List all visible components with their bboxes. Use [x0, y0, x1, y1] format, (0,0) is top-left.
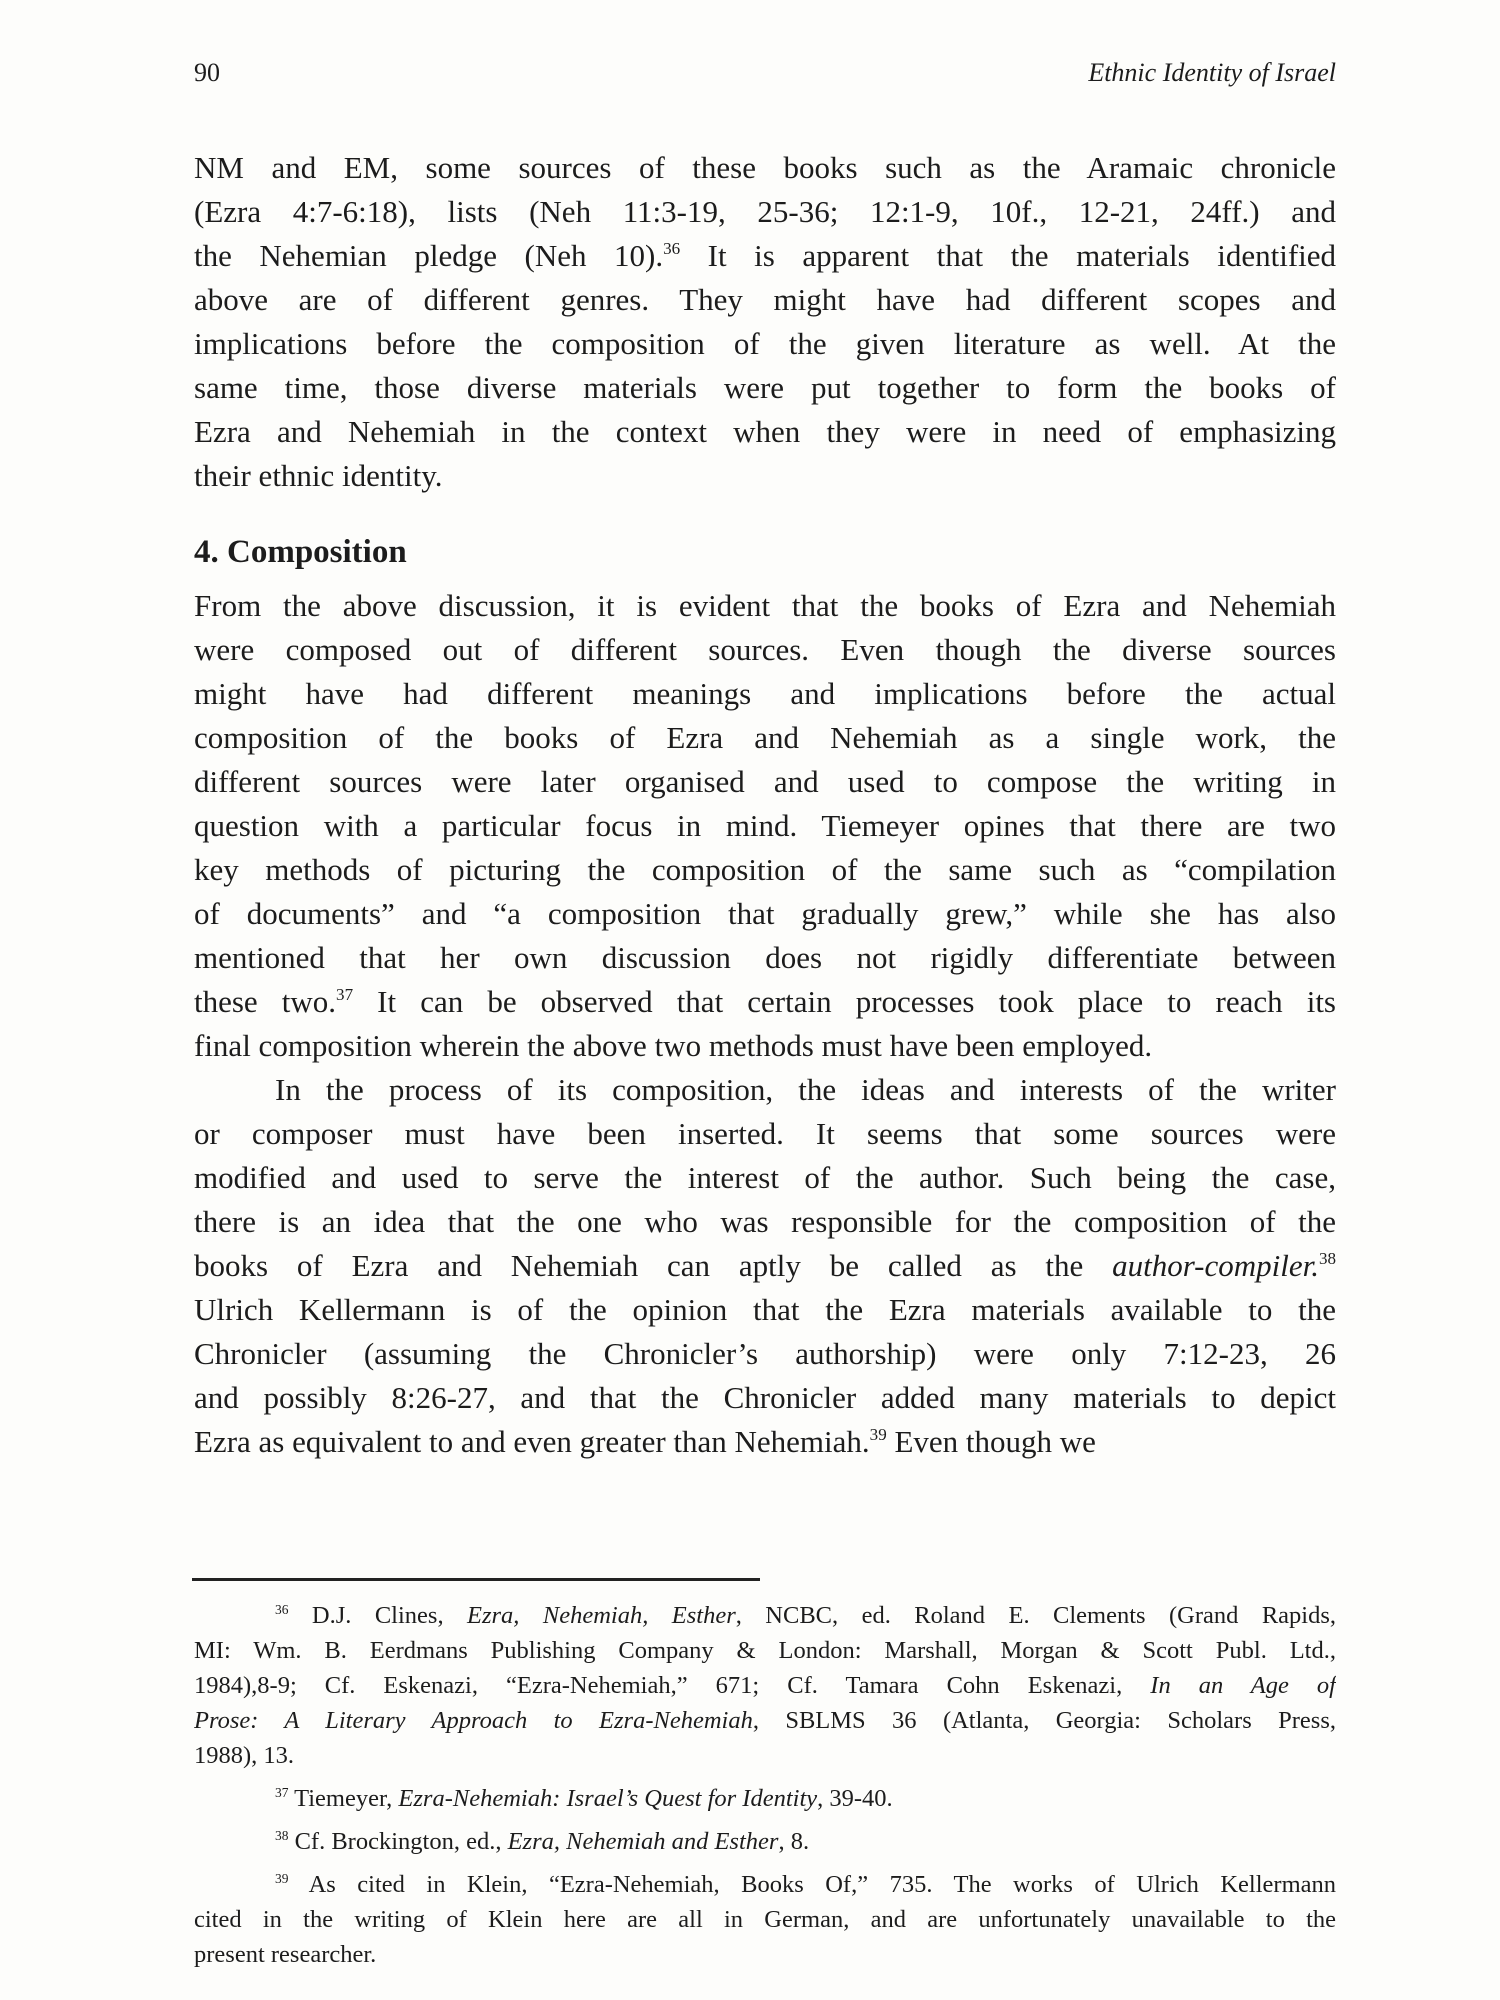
text-line: [194, 190, 1336, 234]
text-line: [194, 804, 1336, 848]
text-line: [194, 936, 1336, 980]
text-line: [194, 1902, 1336, 1937]
italic-text: author-compiler.: [1112, 1248, 1319, 1283]
footnote: [194, 1824, 1336, 1859]
text-run: MI: Wm. B. Eerdmans Publishing Company & London: Marshall, Morgan & Scott Publ. Ltd.,: [194, 1637, 1336, 1664]
footnote-separator: [192, 1578, 760, 1581]
footnote: [194, 1598, 1336, 1773]
text-run: present researcher.: [194, 1941, 377, 1968]
text-run: Ezra and Nehemiah in the context when they were in need of emphasizing: [194, 414, 1336, 449]
text-run: , 39-40.: [817, 1785, 893, 1812]
text-run: mentioned that her own discussion does not rigidly differentiate between: [194, 940, 1336, 975]
text-line: [194, 1668, 1336, 1703]
text-run: As cited in Klein, “Ezra-Nehemiah, Books Of,” 735. The works of Ulrich Kellermann: [288, 1871, 1336, 1898]
running-head: Ethnic Identity of Israel: [1088, 58, 1336, 87]
text-run: 1984),8-9; Cf. Eskenazi, “Ezra-Nehemiah,” 671; Cf. Tamara Cohn Eskenazi,: [194, 1672, 1151, 1699]
text-run: or composer must have been inserted. It seems that some sources were: [194, 1116, 1336, 1151]
text-run: these two.: [194, 984, 337, 1019]
text-line: [194, 1332, 1336, 1376]
text-line: [194, 410, 1336, 454]
text-run: cited in the writing of Klein here are all in German, and are unfortunately unavailable to the: [194, 1906, 1336, 1933]
footnote-ref: 39: [869, 1425, 887, 1445]
section-heading: 4. Composition: [194, 534, 407, 570]
text-run: books of Ezra and Nehemiah can aptly be called as the: [194, 1248, 1113, 1283]
italic-text: Ezra, Nehemiah, Esther: [467, 1602, 736, 1629]
text-run: Ulrich Kellermann is of the opinion that the Ezra materials available to the: [194, 1292, 1336, 1327]
text-run: the Nehemian pledge (Neh 10).: [194, 238, 664, 273]
text-line: [194, 1738, 1336, 1773]
text-line: [194, 1937, 1336, 1972]
text-run: It is apparent that the materials identified: [680, 238, 1336, 273]
text-run: there is an idea that the one who was responsible for the composition of the: [194, 1204, 1336, 1239]
text-line: [194, 1112, 1336, 1156]
text-run: final composition wherein the above two methods must have been employed.: [194, 1028, 1153, 1063]
text-run: their ethnic identity.: [194, 458, 443, 493]
text-line: [194, 1633, 1336, 1668]
text-line: [194, 760, 1336, 804]
footnote-ref: 36: [663, 239, 681, 259]
text-line: [194, 1703, 1336, 1738]
text-run: modified and used to serve the interest of the author. Such being the case,: [194, 1160, 1336, 1195]
text-run: NM and EM, some sources of these books such as the Aramaic chronicle: [194, 150, 1336, 185]
text-line: [194, 1867, 1336, 1902]
text-run: Chronicler (assuming the Chronicler’s authorship) were only 7:12-23, 26: [194, 1336, 1336, 1371]
text-run: implications before the composition of the given literature as well. At the: [194, 326, 1336, 361]
text-line: [194, 146, 1336, 190]
text-run: Even though we: [886, 1424, 1096, 1459]
text-run: above are of different genres. They might have had different scopes and: [194, 282, 1336, 317]
text-line: [194, 848, 1336, 892]
text-run: same time, those diverse materials were put together to form the books of: [194, 370, 1336, 405]
text-line: [194, 1598, 1336, 1633]
text-line: [194, 234, 1336, 278]
paragraph: [194, 584, 1336, 1068]
text-line: [194, 454, 1336, 498]
italic-text: Prose: A Literary Approach to Ezra-Nehemiah: [194, 1707, 753, 1734]
text-run: of documents” and “a composition that gradually grew,” while she has also: [194, 896, 1336, 931]
text-line: [194, 1288, 1336, 1332]
footnote-ref: 37: [275, 1784, 289, 1800]
footnote-ref: 38: [1318, 1249, 1336, 1269]
footnote-ref: 38: [275, 1827, 289, 1843]
footnote-ref: 37: [336, 985, 354, 1005]
text-line: [194, 1420, 1336, 1464]
text-run: might have had different meanings and implications before the actual: [194, 676, 1336, 711]
text-line: [194, 980, 1336, 1024]
text-line: [194, 1376, 1336, 1420]
text-run: different sources were later organised and used to compose the writing in: [194, 764, 1336, 799]
text-line: [194, 322, 1336, 366]
text-line: [194, 1781, 1336, 1816]
text-line: [194, 1824, 1336, 1859]
text-line: [194, 628, 1336, 672]
text-run: , 8.: [778, 1828, 810, 1855]
text-run: From the above discussion, it is evident that the books of Ezra and Nehemiah: [194, 588, 1336, 623]
text-run: Cf. Brockington, ed.,: [288, 1828, 508, 1855]
footnote: [194, 1867, 1336, 1972]
page-number: 90: [194, 58, 220, 87]
text-run: composition of the books of Ezra and Nehemiah as a single work, the: [194, 720, 1336, 755]
text-line: [194, 672, 1336, 716]
paragraph: [194, 146, 1336, 498]
text-line: [194, 1024, 1336, 1068]
text-line: [194, 716, 1336, 760]
footnote: [194, 1781, 1336, 1816]
text-run: question with a particular focus in mind. Tiemeyer opines that there are two: [194, 808, 1336, 843]
footnote-ref: 39: [275, 1870, 289, 1886]
text-run: were composed out of different sources. Even though the diverse sources: [194, 632, 1336, 667]
text-run: , SBLMS 36 (Atlanta, Georgia: Scholars Press,: [752, 1707, 1336, 1734]
text-line: [194, 366, 1336, 410]
text-run: key methods of picturing the composition of the same such as “compilation: [194, 852, 1336, 887]
text-run: It can be observed that certain processes took place to reach its: [353, 984, 1336, 1019]
text-line: [194, 278, 1336, 322]
text-run: and possibly 8:26-27, and that the Chronicler added many materials to depict: [194, 1380, 1336, 1415]
text-run: In the process of its composition, the ideas and interests of the writer: [275, 1072, 1336, 1107]
italic-text: In an Age of: [1150, 1672, 1336, 1699]
text-line: [194, 892, 1336, 936]
text-run: 1988), 13.: [194, 1742, 295, 1769]
text-line: [194, 1244, 1336, 1288]
text-line: [194, 1200, 1336, 1244]
italic-text: Ezra-Nehemiah: Israel’s Quest for Identity: [398, 1785, 818, 1812]
text-line: [194, 1068, 1336, 1112]
text-line: [194, 584, 1336, 628]
text-run: Ezra as equivalent to and even greater than Nehemiah.: [194, 1424, 870, 1459]
paragraph: [194, 1068, 1336, 1464]
footnotes: [194, 1598, 1336, 1980]
italic-text: Ezra, Nehemiah and Esther: [507, 1828, 779, 1855]
footnote-ref: 36: [275, 1601, 289, 1617]
text-line: [194, 1156, 1336, 1200]
text-run: (Ezra 4:7-6:18), lists (Neh 11:3-19, 25-36; 12:1-9, 10f., 12-21, 24ff.) and: [194, 194, 1336, 229]
text-run: Tiemeyer,: [288, 1785, 399, 1812]
text-run: D.J. Clines,: [288, 1602, 468, 1629]
text-run: , NCBC, ed. Roland E. Clements (Grand Rapids,: [735, 1602, 1336, 1629]
